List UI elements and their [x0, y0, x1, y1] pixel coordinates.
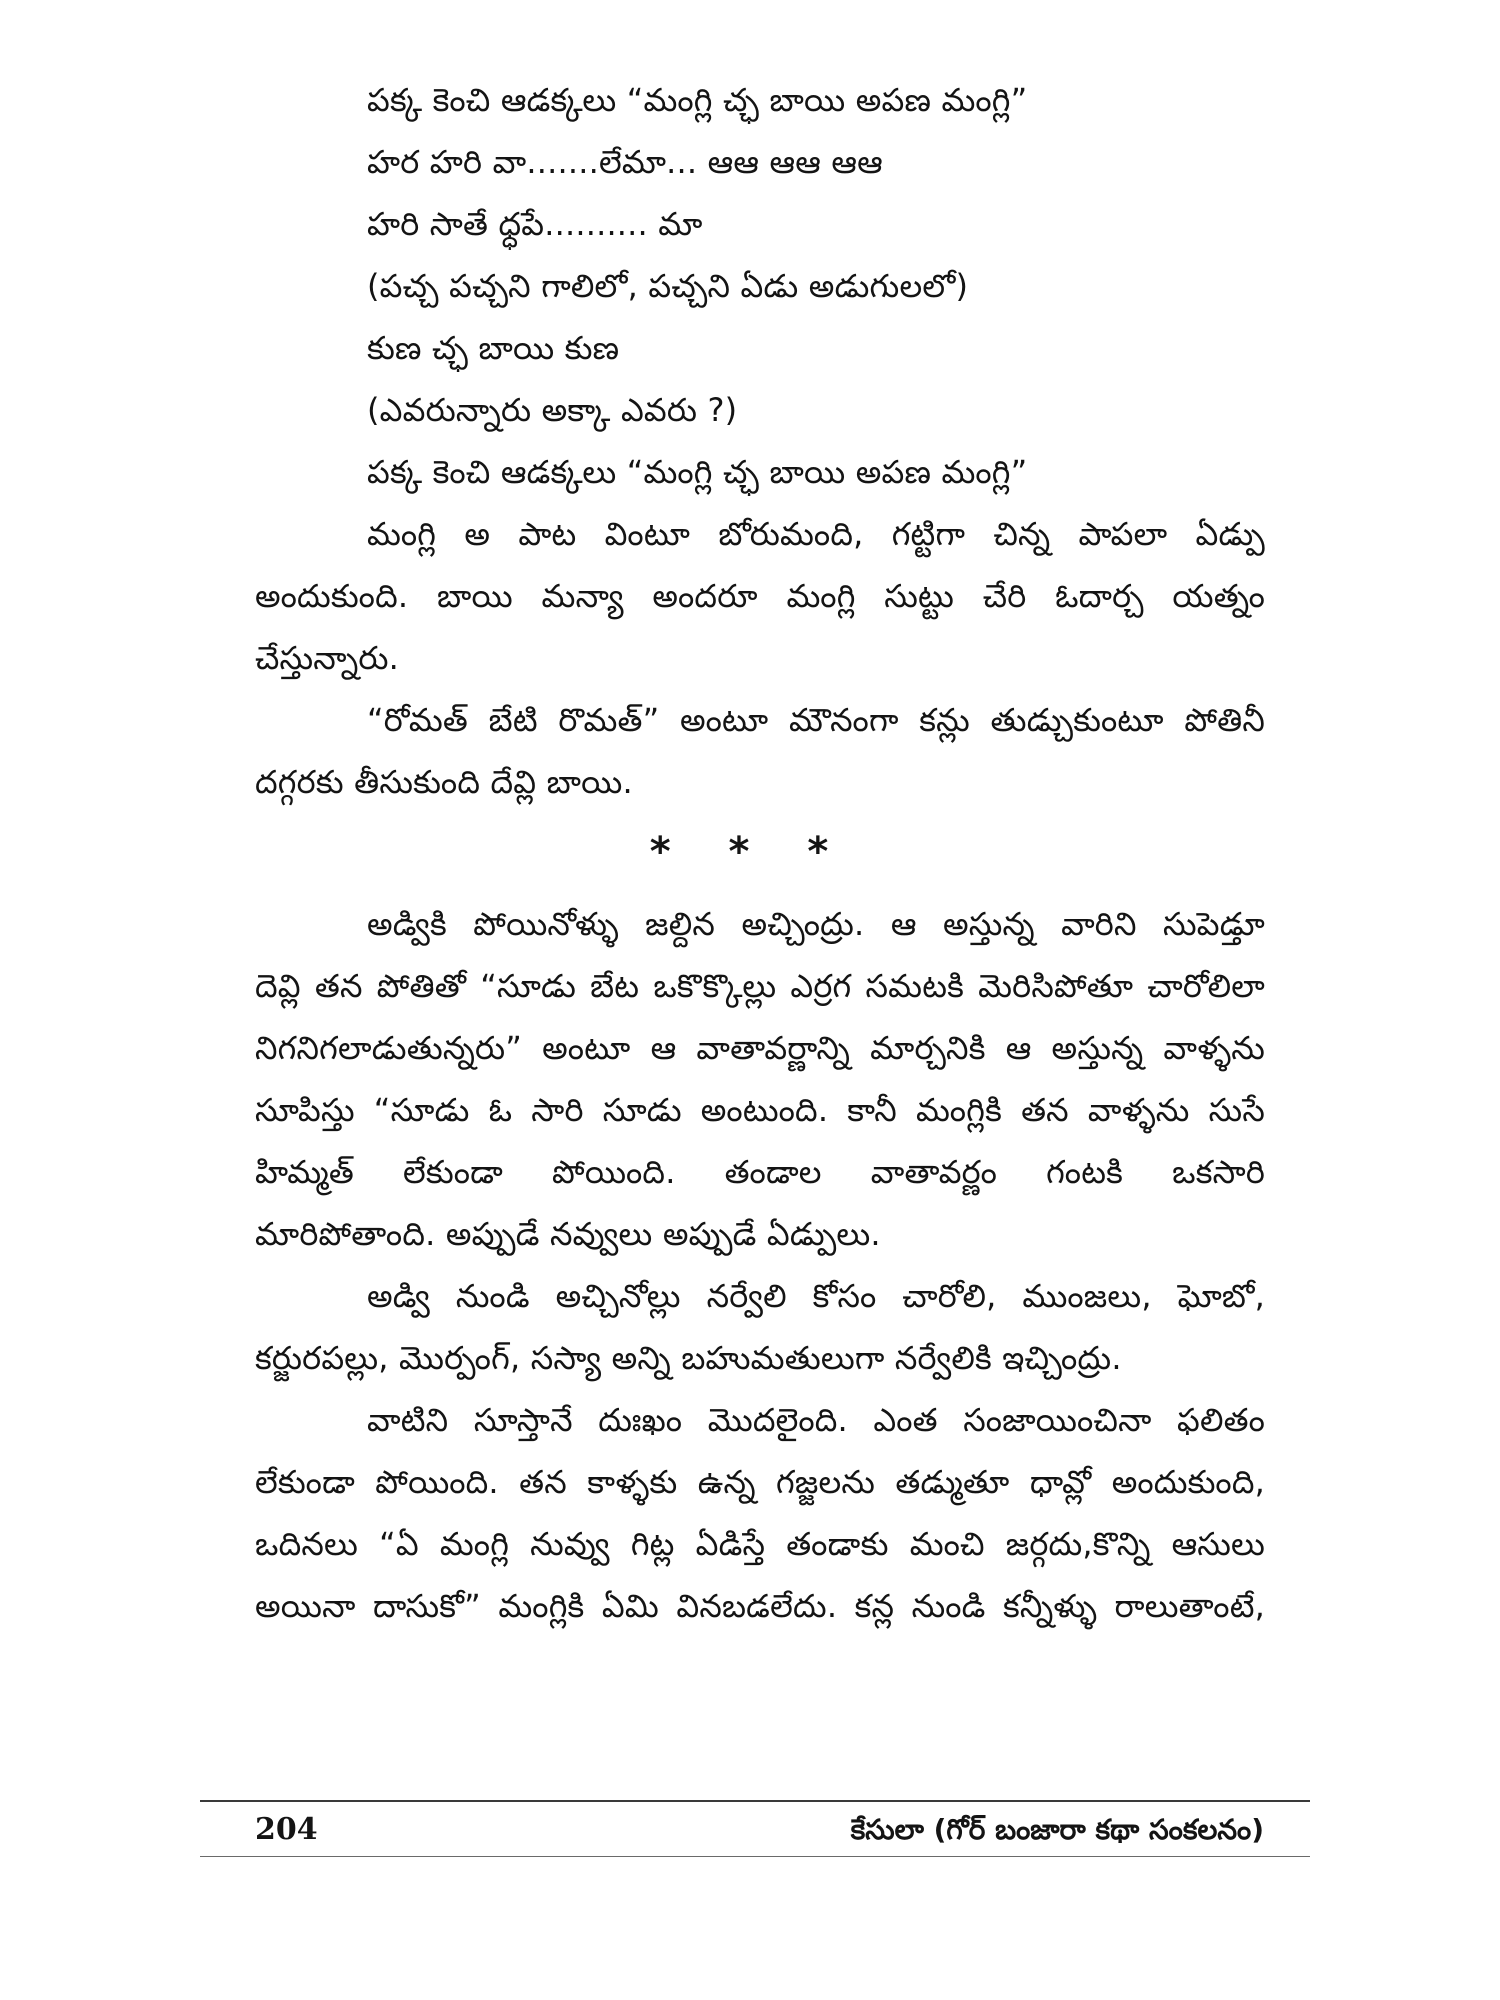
paragraph-line: దెవ్లి తన పోతితో “సూడు బేట ఒకొక్కొల్లు ఎర్రగ సమటకి మెరిసిపోతూ చారోలిలా: [255, 967, 1265, 1005]
paragraph-line: అడ్వి నుండి అచ్చినోల్లు నర్వేలి కోసం చారోలి, ముంజలు, ఘోబో,: [367, 1277, 1265, 1315]
paragraph-line: లేకుండా పోయింది. తన కాళ్ళకు ఉన్న గజ్జలను తడ్ముతూ ధావ్లో అందుకుంది,: [255, 1463, 1265, 1501]
paragraph-line: సూపిస్తు “సూడు ఓ సారి సూడు అంటుంది. కానీ మంగ్లికి తన వాళ్ళను సుసే: [255, 1091, 1265, 1129]
paragraph-line: వాటిని సూస్తానే దుఃఖం మొదలైంది. ఎంత సంజాయించినా ఫలితం: [367, 1401, 1265, 1439]
verse-line: కుణ చ్ఛ బాయి కుణ: [367, 329, 620, 367]
paragraph-line: హిమ్మత్ లేకుండా పోయింది. తండాల వాతావర్ణం గంటకి ఒకసారి: [255, 1153, 1265, 1191]
paragraph-line: అందుకుంది. బాయి మన్యా అందరూ మంగ్లి సుట్టు చేరి ఓదార్చ యత్నం: [255, 577, 1265, 615]
verse-line: పక్క కెంచి ఆడక్కలు “మంగ్లి చ్ఛ బాయి అపణ మంగ్లి”: [367, 81, 1028, 119]
paragraph-line: మారిపోతాంది. అప్పుడే నవ్వులు అప్పుడే ఏడ్పులు.: [255, 1215, 881, 1253]
paragraph-line: అడ్వికి పోయినోళ్ళు జల్దిన అచ్చింద్రు. ఆ అస్తున్న వారిని సుపెడ్తూ: [367, 905, 1265, 943]
paragraph-line: చేస్తున్నారు.: [255, 639, 400, 677]
verse-line: పక్క కెంచి ఆడక్కలు “మంగ్లి చ్ఛ బాయి అపణ మంగ్లి”: [367, 453, 1028, 491]
paragraph-line: నిగనిగలాడుతున్నరు” అంటూ ఆ వాతావర్ణాన్ని మార్చనికి ఆ అస్తున్న వాళ్ళను: [255, 1029, 1265, 1067]
paragraph-line: ఒదినలు “ఏ మంగ్లి నువ్వు గిట్ల ఏడిస్తే తండాకు మంచి జర్గదు,కొన్ని ఆసులు: [255, 1525, 1265, 1563]
verse-line: హర హరి వా.......లేమా... ఆఆ ఆఆ ఆఆ: [367, 143, 883, 181]
running-title: కేసులా (గోర్ బంజారా కథా సంకలనం): [850, 1813, 1264, 1846]
paragraph-line: అయినా దాసుకో” మంగ్లికి ఏమి వినబడలేదు. కన్ల నుండి కన్నీళ్ళు రాలుతాంటే,: [255, 1587, 1265, 1625]
paragraph-line: దగ్గరకు తీసుకుంది దేవ్లి బాయి.: [255, 763, 633, 801]
paragraph-line: కర్జురపల్లు, మొర్పంగ్, సస్యా అన్ని బహుమతులుగా నర్వేలికి ఇచ్చింద్రు.: [255, 1339, 1122, 1377]
verse-line: (పచ్చ పచ్చని గాలిలో, పచ్చని ఏడు అడుగులలో): [367, 267, 969, 305]
paragraph-line: “రోమత్ బేటి రొమత్” అంటూ మౌనంగా కన్లు తుడ్చుకుంటూ పోతినీ: [367, 701, 1265, 739]
section-divider: * * *: [649, 829, 851, 875]
footer-rule-top: [200, 1800, 1310, 1802]
verse-line: (ఎవరున్నారు అక్కా ఎవరు ?): [367, 391, 738, 429]
footer-rule-bottom: [200, 1856, 1310, 1857]
page-number: 204: [255, 1812, 318, 1847]
paragraph-line: మంగ్లి అ పాట వింటూ బోరుమంది, గట్టిగా చిన్న పాపలా ఏడ్పు: [367, 515, 1265, 553]
verse-line: హరి సాతే ధ్ధపే.......... మా: [367, 205, 703, 243]
